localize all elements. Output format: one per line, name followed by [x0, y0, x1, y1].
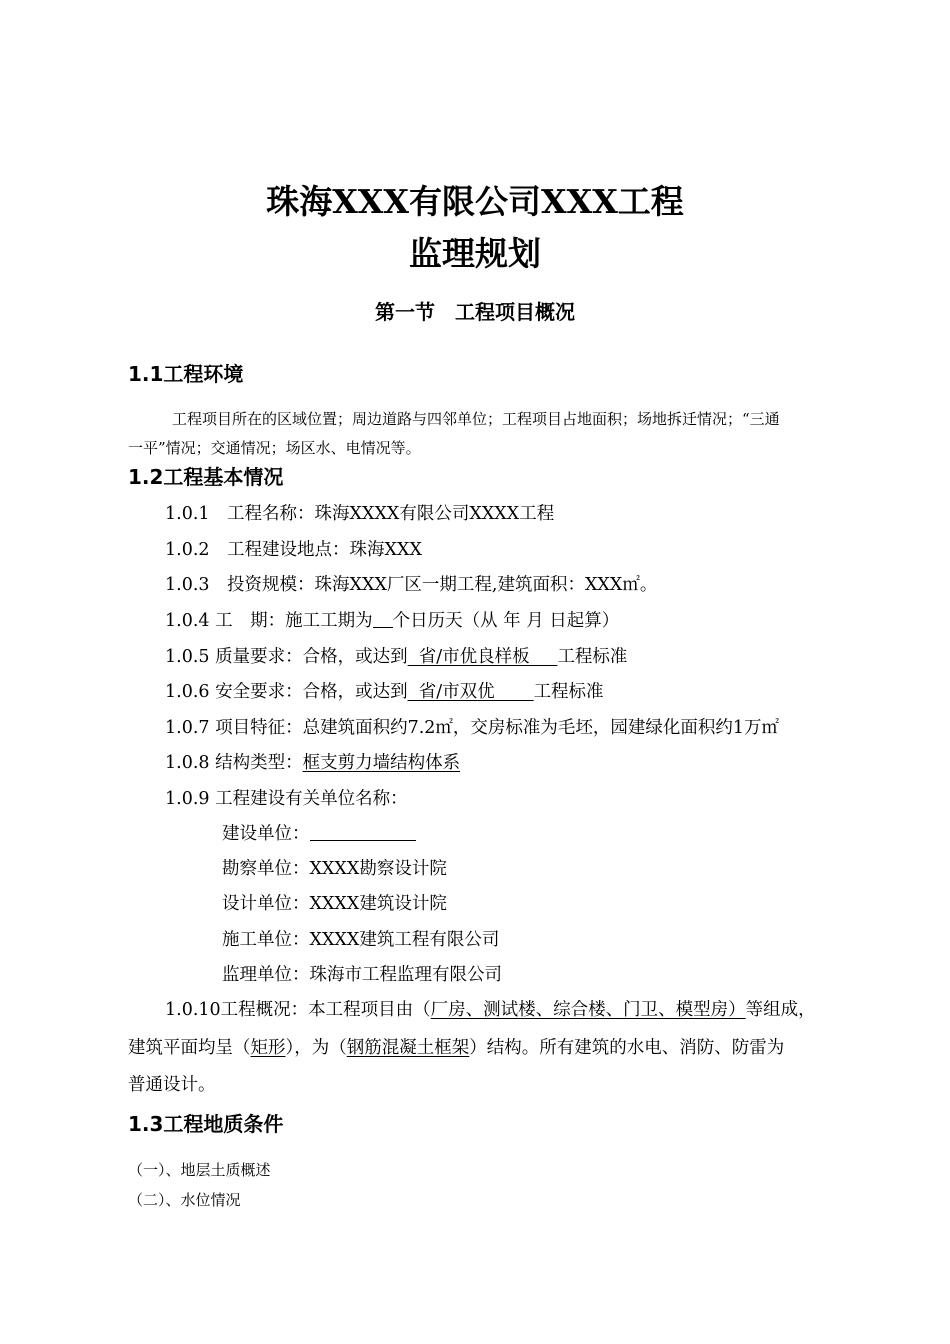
duration-blank [373, 609, 393, 628]
overview-shape: 矩形 [250, 1038, 286, 1058]
unit-owner-label: 建设单位： [222, 824, 310, 844]
overview-line2 [128, 1034, 784, 1059]
env-paragraph-line2: 一平”情况；交通情况；场区水、电情况等。 [128, 439, 421, 457]
overview-buildings: 厂房、测试楼、综合楼、门卫、模型房） [430, 1000, 746, 1020]
overview-structure: 钢筋混凝土框架 [346, 1038, 470, 1058]
item-structure-type: 框支剪力墙结构体系 [302, 753, 461, 773]
item-safety-suffix: 工程标准 [533, 682, 604, 702]
unit-supervision: 监理单位：珠海市工程监理有限公司 [222, 965, 502, 985]
item-duration-rest: 个日历天（从 年 月 日起算） [392, 611, 620, 631]
geo-item-2: （二）、水位情况 [128, 1191, 241, 1209]
overview-line1 [165, 996, 816, 1021]
item-quality-standard: 省/市优良样板 [407, 647, 558, 667]
item-safety [165, 678, 604, 703]
item-quality-label: 1.0.5 质量要求：合格，或达到 [165, 647, 408, 667]
heading-1-3: 1.3工程地质条件 [128, 1112, 284, 1136]
item-quality [165, 643, 627, 668]
section-heading: 第一节 工程项目概况 [375, 300, 575, 324]
item-safety-label: 1.0.6 安全要求：合格，或达到 [165, 682, 408, 702]
document-subtitle: 监理规划 [409, 234, 541, 273]
overview-text: 建筑平面均呈（ [128, 1038, 251, 1058]
unit-construction: 施工单位：XXXX建筑工程有限公司 [222, 930, 500, 950]
item-features: 1.0.7 项目特征：总建筑面积约7.2㎡，交房标准为毛坯，园建绿化面积约1万㎡ [165, 718, 780, 738]
overview-line1-end: 等组成， [745, 1000, 816, 1020]
item-safety-standard: 省/市双优 [407, 682, 534, 702]
item-quality-suffix: 工程标准 [557, 647, 628, 667]
overview-line3: 普通设计。 [128, 1075, 216, 1095]
env-paragraph-line1: 工程项目所在的区域位置；周边道路与四邻单位；工程项目占地面积；场地拆迁情况；“三通 [172, 410, 780, 428]
unit-design: 设计单位：XXXX建筑设计院 [222, 894, 447, 914]
item-units-title: 1.0.9 工程建设有关单位名称： [165, 789, 408, 809]
document-title: 珠海XXX有限公司XXX工程 [266, 182, 684, 221]
item-duration [165, 607, 619, 632]
owner-blank [310, 822, 416, 841]
geo-item-1: （一）、地层土质概述 [128, 1161, 271, 1179]
item-duration-label: 1.0.4 工 期：施工工期为 [165, 611, 373, 631]
overview-label: 1.0.10工程概况：本工程项目由（ [165, 1000, 431, 1020]
item-structure [165, 749, 460, 774]
unit-owner [222, 820, 416, 845]
item-structure-label: 1.0.8 结构类型： [165, 753, 303, 773]
heading-1-1: 1.1工程环境 [128, 362, 244, 386]
overview-text: ）结构。所有建筑的水电、消防、防雷为 [469, 1038, 785, 1058]
item-location: 1.0.2 工程建设地点：珠海XXX [165, 540, 422, 560]
heading-1-2: 1.2工程基本情况 [128, 465, 284, 489]
unit-survey: 勘察单位：XXXX勘察设计院 [222, 859, 447, 879]
item-investment: 1.0.3 投资规模：珠海XXX厂区一期工程,建筑面积：XXX㎡。 [165, 575, 658, 595]
overview-text: ），为（ [285, 1038, 347, 1058]
item-project-name: 1.0.1 工程名称：珠海XXXX有限公司XXXX工程 [165, 504, 555, 524]
